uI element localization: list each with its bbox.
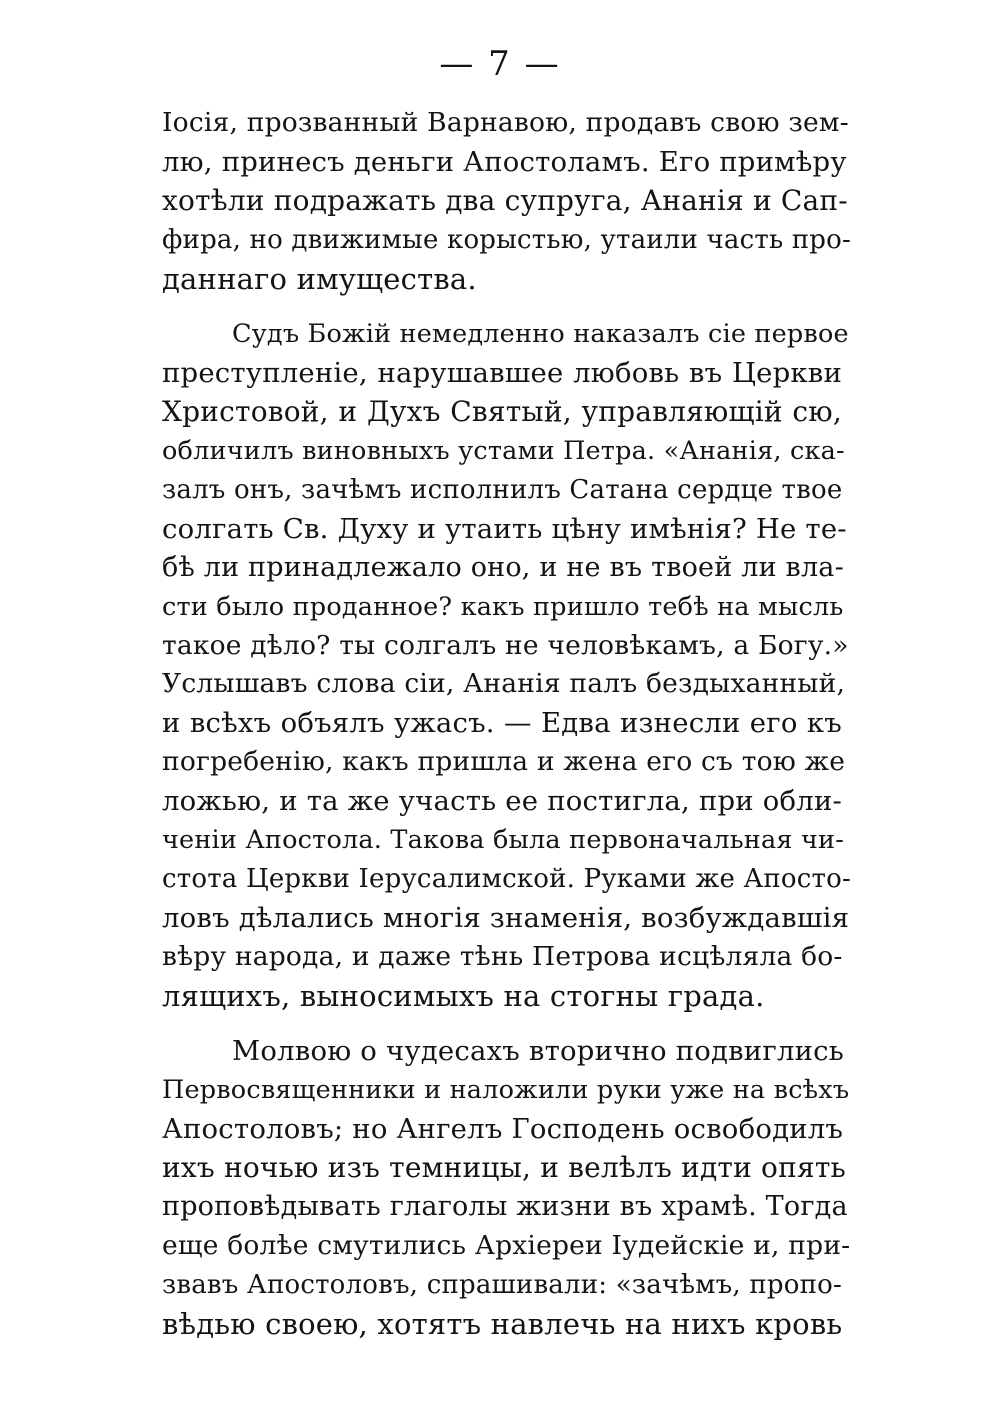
text-line: фира, но движимые корыстью, утаили часть про-: [162, 224, 851, 255]
paragraph-spacer: [162, 298, 842, 315]
text-line: такое дѣло? ты солгалъ не человѣкамъ, а Богу.»: [162, 629, 849, 661]
text-line: Первосвященники и наложили руки уже на всѣхъ: [162, 1075, 850, 1106]
text-line: Услышавъ слова сіи, Ананія палъ бездыханный,: [162, 668, 846, 700]
text-line: еще болѣе смутились Архіереи Іудейскіе и, при-: [162, 1229, 851, 1261]
paragraph-1: [162, 104, 851, 298]
text-line: даннаго имущества.: [162, 261, 477, 296]
text-line: Христовой, и Духъ Святый, управляющій сю,: [162, 395, 842, 429]
text-line: звавъ Апостоловъ, спрашивали: «зачѣмъ, пропо-: [162, 1269, 842, 1300]
text-line: и всѣхъ объялъ ужасъ. — Едва изнесли его къ: [162, 707, 842, 740]
text-line: ченіи Апостола. Такова была первоначальная чи-: [162, 825, 845, 856]
text-line: лящихъ, выносимыхъ на стогны града.: [162, 978, 765, 1013]
text-line: сти было проданное? какъ пришло тебѣ на мысль: [162, 591, 844, 622]
text-line: хотѣли подражать два супруга, Ананія и Сап-: [162, 183, 848, 217]
text-line: залъ онъ, зачѣмъ исполнилъ Сатана сердце твое: [162, 475, 843, 506]
paragraph-spacer: [162, 1015, 842, 1032]
paragraph-3: [162, 1032, 851, 1343]
text-line: вѣру народа, и даже тѣнь Петрова исцѣляла бо-: [162, 940, 843, 972]
page-number: — 7 —: [439, 44, 561, 84]
text-line: ложью, и та же участь ее постигла, при обли-: [162, 785, 842, 818]
text-line: обличилъ виновныхъ устами Петра. «Ананія, ска-: [162, 436, 845, 467]
text-line: стота Церкви Іерусалимской. Руками же Апосто-: [162, 863, 851, 894]
text-line: вѣдью своею, хотятъ навлечь на нихъ кровь: [162, 1306, 843, 1341]
text-line: Іосія, прозванный Варнавою, продавъ свою зем-: [162, 107, 849, 138]
text-line: преступленіе, нарушавшее любовь въ Церкви: [162, 357, 842, 390]
body-text: [162, 104, 851, 1344]
text-line: бѣ ли принадлежало оно, и не въ твоей ли вла-: [162, 551, 844, 583]
text-line: погребенію, какъ пришла и жена его съ тою же: [162, 746, 846, 778]
text-line: Молвою о чудесахъ вторично подвиглись: [232, 1035, 844, 1068]
text-line: ихъ ночью изъ темницы, и велѣлъ идти опять: [162, 1151, 846, 1185]
text-line: Судъ Божій немедленно наказалъ сіе первое: [232, 319, 849, 350]
text-line: ловъ дѣлались многія знаменія, возбуждавшія: [162, 901, 850, 934]
paragraph-2: [162, 315, 851, 1015]
text-line: солгать Св. Духу и утаить цѣну имѣнія? Не те-: [162, 512, 847, 545]
text-line: Апостоловъ; но Ангелъ Господень освободилъ: [162, 1113, 844, 1146]
text-line: проповѣдывать глаголы жизни въ храмѣ. Тогда: [162, 1191, 848, 1223]
text-line: лю, принесъ деньги Апостоламъ. Его примѣру: [162, 145, 847, 178]
